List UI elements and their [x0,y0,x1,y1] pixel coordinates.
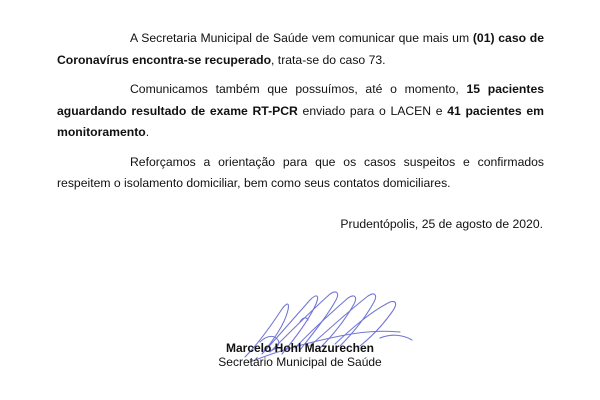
paragraph-text: Comunicamos também que possuímos, até o momento, [130,82,467,96]
signer-title: Secretário Municipal de Saúde [218,355,382,369]
paragraph-pending-tests [57,79,544,144]
paragraph-bold-text: (01) caso de Coronavírus encontra-se recuperado [57,31,544,67]
paragraph-isolation-guidance [57,152,544,195]
paragraph-bold-text: 15 pacientes aguardando resultado de exame RT-PCR [57,82,544,118]
signer-name: Marcelo Hohl Mazurechen [225,341,375,355]
paragraph-text: , trata-se do caso 73. [271,52,386,67]
place-and-date: Prudentópolis, 25 de agosto de 2020. [340,217,543,231]
paragraph-text: Reforçamos a orientação para que os casos suspeitos e confirmados respeitem o isolamento domiciliar, bem como seus contatos domiciliares. [57,154,544,190]
paragraph-text: . [145,125,150,139]
letter-body [57,28,544,203]
paragraph-text: A Secretaria Municipal de Saúde vem comunicar que mais um [130,31,473,45]
paragraph-bold-text: 41 pacientes em monitoramento [57,103,544,139]
signer-block [200,341,400,369]
paragraph-text: enviado para o LACEN e [297,103,448,118]
paragraph-recovered-case [57,28,544,71]
